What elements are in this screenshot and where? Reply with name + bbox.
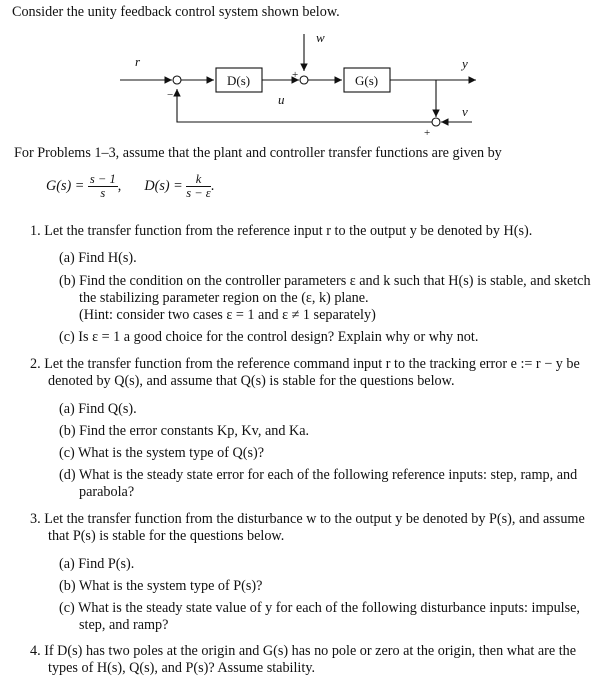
summing-junction-1 [173, 76, 181, 84]
block-diagram [0, 28, 611, 140]
signal-u-label: u [278, 92, 285, 107]
intro-text: Consider the unity feedback control system shown below. [12, 4, 340, 20]
summing-junction-2 [300, 76, 308, 84]
g-fraction [88, 173, 118, 200]
problems-lead-text: For Problems 1–3, assume that the plant and controller transfer functions are given by [14, 145, 502, 161]
problem-1c: (c) Is ε = 1 a good choice for the control design? Explain why or why not. [59, 329, 479, 345]
plant-label: G(s) [355, 73, 379, 88]
svg-text:+: + [424, 127, 431, 139]
problem-3c: (c) What is the steady state value of y for each of the following disturbance inputs: impulse, step, and ramp? [59, 600, 580, 633]
signal-y-label: y [462, 56, 468, 71]
signal-w-label: w [316, 30, 325, 45]
problem-2-text: 2. Let the transfer function from the reference command input r to the tracking error e := r − y be denoted by Q(s), and assume that Q(s) is stable for the questions below. [30, 356, 580, 389]
feedback-path [177, 89, 432, 122]
problem-4-text: 4. If D(s) has two poles at the origin and G(s) has no pole or zero at the origin, then what are the types of H(s), Q(s), and P(s)? Assume stability. [30, 643, 577, 676]
transfer-functions [46, 173, 446, 203]
svg-text:−: − [167, 89, 174, 101]
problem-2c: (c) What is the system type of Q(s)? [59, 445, 265, 461]
g-equation-lhs: G(s) = [46, 177, 85, 194]
summing-junction-3 [432, 118, 440, 126]
problem-2b: (b) Find the error constants Kp, Kv, and Ka. [59, 423, 310, 439]
d-equation-lhs: D(s) = [144, 177, 183, 194]
problem-2d: (d) What is the steady state error for each of the following reference inputs: step, ramp, and parabola? [59, 467, 578, 500]
signal-v-label: v [462, 104, 468, 119]
g-numerator: s − 1 [89, 172, 116, 186]
d-end: . [210, 177, 215, 194]
problem-2a: (a) Find Q(s). [59, 401, 137, 417]
d-numerator: k [186, 173, 210, 187]
signal-r-label: r [135, 54, 141, 69]
d-denominator: s − ε [186, 186, 211, 200]
problem-1b-hint: (Hint: consider two cases ε = 1 and ε ≠ 1 separately) [79, 307, 376, 323]
problem-3b: (b) What is the system type of P(s)? [59, 578, 263, 594]
problem-1a: (a) Find H(s). [59, 250, 137, 266]
g-denominator: s [100, 186, 106, 200]
problem-1b: (b) Find the condition on the controller parameters ε and k such that H(s) is stable, and sketch the stabilizing parameter region on the (ε, k) plane. [59, 273, 591, 306]
problem-3-text: 3. Let the transfer function from the disturbance w to the output y be denoted by P(s), and assume that P(s) is stable for the questions below. [30, 511, 585, 544]
problem-3a: (a) Find P(s). [59, 556, 135, 572]
controller-label: D(s) [227, 73, 251, 88]
svg-text:+: + [292, 69, 299, 81]
g-separator: , [117, 177, 122, 194]
problem-1-text: 1. Let the transfer function from the reference input r to the output y be denoted by H(s). [30, 223, 533, 239]
d-fraction [186, 173, 210, 200]
